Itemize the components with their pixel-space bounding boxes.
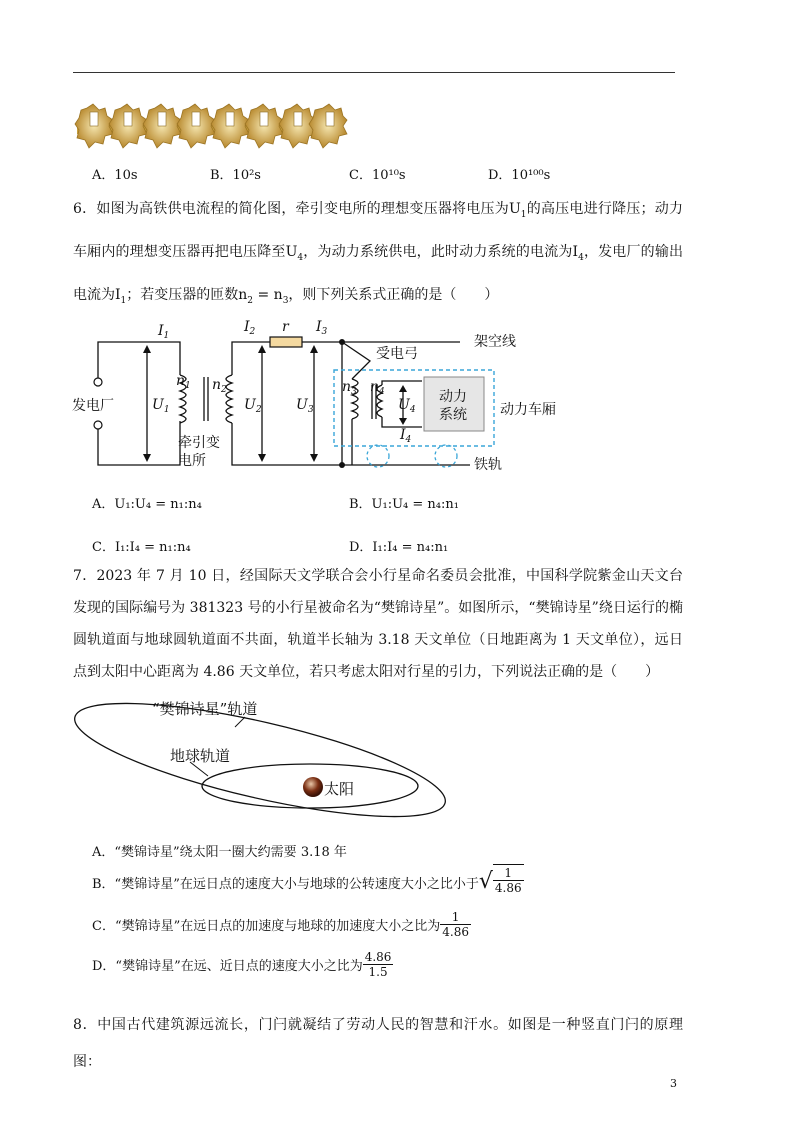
q7-option-d: D．“樊锦诗星”在远、近日点的速度大小之比为 $\frac{4.86}{1.5}$ [92,950,392,979]
q5-option-b: B．10²s [210,168,261,183]
label-generator: 发电厂 [72,398,114,414]
q6-stem: 6．如图为高铁供电流程的简化图，牵引变电所的理想变压器将电压为$U_1$的高压电进行降压；动力车厢内的理想变压器再把电压降至$U_4$，为动力系统供电，此时动力系统的电流为$I_4$，发电厂的输出电流为$I_1$；若变压器的匝数$n_2 = n_3$，则下列关系式正确的是（ ） [73,201,684,306]
label-rail: 铁轨 [474,457,502,473]
sqrt-expression: √ $\frac{1}{4.86}$ [479,864,524,900]
q6-circuit-diagram [70,315,570,480]
q6-option-b: B．U₁:U₄ = n₄:n₁ [349,497,459,512]
gear-strip-image [73,102,348,150]
label-power-system-1: 动力 [439,389,467,405]
label-asteroid-orbit: “樊锦诗星”轨道 [152,700,258,718]
svg-text:U4: $U_4$ [398,397,416,415]
svg-text:r: r [282,319,289,335]
q5-option-c: C．10¹⁰s [349,168,406,183]
q7-option-b: B．“樊锦诗星”在远日点的速度大小与地球的公转速度大小之比小于 √ $\frac{1}{4.86}$ [92,864,524,900]
label-earth-orbit: 地球轨道 [170,747,231,765]
label-power-system-2: 系统 [439,407,467,423]
header-rule [73,72,675,73]
q5-option-a: A．10s [92,168,138,183]
label-overhead-line: 架空线 [474,334,516,350]
q6-option-c: C．I₁:I₄ = n₁:n₄ [92,540,191,555]
svg-text:I3: $I_3$ [316,319,328,337]
svg-text:I1: $I_1$ [158,323,170,341]
svg-text:n1: $n_1$ [176,373,191,391]
q7-stem: 7．2023 年 7 月 10 日，经国际天文学联合会小行星命名委员会批准，中国科学院紫金山天文台发现的国际编号为 381323 号的小行星被命名为“樊锦诗星”。如图所示，“樊锦诗星”绕日运行的椭圆轨道面与地球圆轨道面不共面，轨道半长轴为 3.18 天文单位（日地距离为 1 天文单位），远日点到太阳中心距离为 4.86 天文单位，若只考虑太阳对行星的引力，下列说法正确的是（ ） [73,568,683,680]
page-number: 3 [670,1077,677,1090]
label-power-car: 动力车厢 [500,402,556,418]
q7-option-c: C．“樊锦诗星”在远日点的加速度与地球的加速度大小之比为 $\frac{1}{4.86}$ [92,910,469,939]
label-pantograph: 受电弓 [376,346,418,362]
label-substation-1: 牵引变 [178,435,220,451]
q6-option-a: A．U₁:U₄ = n₁:n₄ [92,497,202,512]
q7-orbit-diagram [70,690,470,830]
q7-option-a: A．“樊锦诗星”绕太阳一圈大约需要 3.18 年 [92,845,347,860]
svg-text:I2: $I_2$ [244,319,256,337]
q6-option-d: D．I₁:I₄ = n₄:n₁ [349,540,449,555]
svg-text:n3: $n_3$ [342,379,357,397]
q5-option-d: D．10¹⁰⁰s [488,168,551,183]
svg-text:n4: $n_4$ [370,379,385,397]
svg-text:I4: $I_4$ [400,427,412,445]
label-substation-2: 电所 [178,453,206,469]
label-sun: 太阳 [324,780,355,798]
svg-text:U1: $U_1$ [152,397,170,415]
svg-text:U2: $U_2$ [244,397,262,415]
q8-stem: 8．中国古代建筑源远流长，门闩就凝结了劳动人民的智慧和汗水。如图是一种竖直门闩的原理图： [73,1017,683,1070]
svg-text:n2: $n_2$ [212,377,227,395]
svg-text:U3: $U_3$ [296,397,314,415]
